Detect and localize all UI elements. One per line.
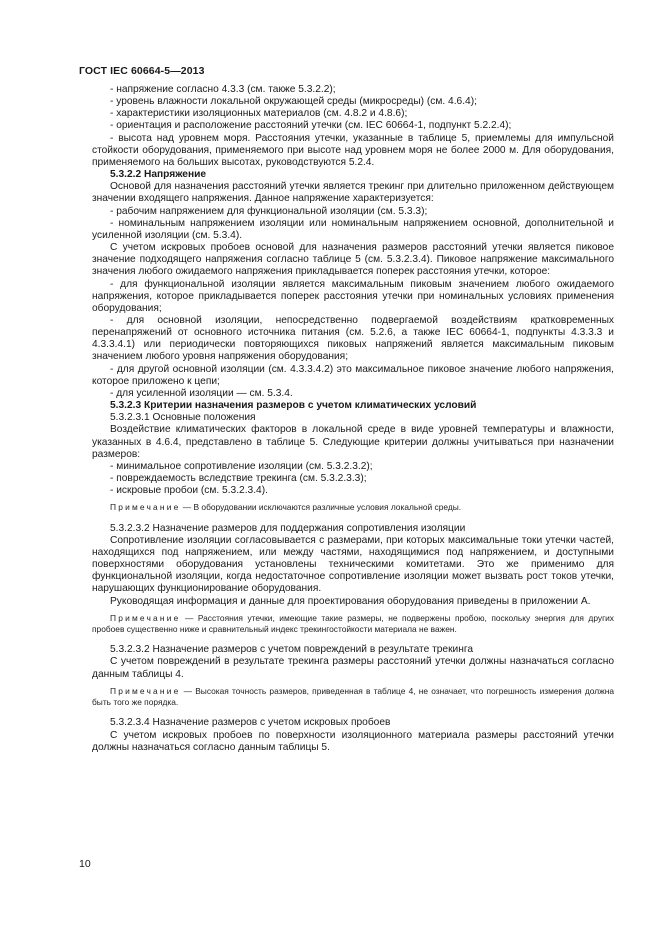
paragraph: С учетом повреждений в результате трекинга размеры расстояний утечки должны назначаться согласно данным таблицы 4. (92, 656, 614, 680)
paragraph: С учетом искровых пробоев по поверхности изоляционного материала размеры расстояний утечки должны назначаться согласно данным таблицы 5. (92, 729, 614, 753)
paragraph: Руководящая информация и данные для проектирования оборудования приведены в приложении А. (110, 595, 591, 607)
paragraph: Воздействие климатических факторов в локальной среде в виде уровней температуры и влажности, указанных в 4.6.4, представлено в таблице 5. Следующие критерии должны учитываться при назначении размеров: (92, 424, 614, 460)
list-item: - искровые пробои (см. 5.3.2.3.4). (110, 485, 268, 497)
note (92, 502, 614, 513)
list-item: - для основной изоляции, непосредственно подвергаемой воздействиям кратковременных перенапряжений от основного источника питания (см. 5.2.6, а также IEC 60664-1, подпункты 4.3.3.3 и 4.3.3.4.1) или периодически повторяющихся пиковых напряжений является максимальным пиковым значением любого уровня напряжения оборудования; (92, 314, 614, 363)
list-item: - характеристики изоляционных материалов (см. 4.8.2 и 4.8.6); (110, 108, 408, 120)
note-label: Примечание (110, 612, 181, 623)
note-text: — Высокая точность размеров, приведенная в таблице 4, не означает, что погрешность измерения должна быть того же порядка. (92, 685, 614, 708)
note (92, 686, 614, 709)
list-item: - повреждаемость вследствие трекинга (см. 5.3.2.3.3); (110, 473, 367, 484)
note-label: Примечание (110, 685, 181, 696)
subsection-heading: 5.3.2.3.1 Основные положения (110, 412, 256, 424)
note-text: — Расстояния утечки, имеющие такие размеры, не подвержены пробою, поскольку энергия для других пробоев существенно ниже и сравнительный индекс трекингостойкости материала не важен. (92, 612, 614, 634)
document-header: ГОСТ IEC 60664-5—2013 (79, 65, 205, 77)
section-heading: 5.3.2.2 Напряжение (110, 169, 207, 181)
list-item: - высота над уровнем моря. Расстояния утечки, указанные в таблице 5, приемлемы для импульсной стойкости оборудования, применяемого при высоте над уровнем моря не более 2000 м. Для оборудования, применяемого на больших высотах, руководствуются 5.2.4. (92, 132, 614, 168)
paragraph: С учетом искровых пробоев основой для назначения размеров расстояний утечки является пиковое значение подходящего напряжения согласно таблице 5 (см. 5.3.2.3.4). Пиковое напряжение максимального значения любого ожидаемого напряжения прикладывается поперек расстояния утечки, которое: (92, 242, 614, 278)
list-item: - номинальным напряжением изоляции или номинальным напряжением основной, дополнительной и усиленной изоляции (см. 5.3.4). (92, 217, 614, 241)
list-item: - минимальное сопротивление изоляции (см. 5.3.2.3.2); (110, 460, 373, 472)
document-body (92, 84, 614, 754)
section-heading: 5.3.2.3 Критерии назначения размеров с учетом климатических условий (110, 400, 477, 412)
subsection-heading: 5.3.2.3.4 Назначение размеров с учетом искровых пробоев (110, 717, 391, 729)
list-item: - рабочим напряжением для функциональной изоляции (см. 5.3.3); (110, 205, 428, 217)
list-item: - для функциональной изоляции является максимальным пиковым значением любого ожидаемого напряжения, которое прикладывается поперек расстояния утечки при номинальных условиях применения оборудования; (92, 278, 614, 314)
paragraph: Основой для назначения расстояний утечки является трекинг при длительно приложенном действующем значении входящего напряжения. Данное напряжение характеризуется: (92, 181, 614, 205)
paragraph: Сопротивление изоляции согласовывается с размерами, при которых максимальные токи утечки частей, находящихся под напряжением, или между частями, находящимися под напряжением, и доступными поверхностями оборудования установлены техническими комитетами. Это же применимо для функциональной изоляции, когда недостаточное сопротивление изоляции может вызвать рост токов утечки, нарушающих функционирование оборудования. (92, 534, 614, 595)
page-number: 10 (79, 858, 91, 870)
list-item: - напряжение согласно 4.3.3 (см. также 5.3.2.2); (110, 84, 336, 95)
list-item: - уровень влажности локальной окружающей среды (микросреды) (см. 4.6.4); (110, 96, 477, 108)
note-text: — В оборудовании исключаются различные условия локальной среды. (180, 502, 462, 513)
list-item: - для другой основной изоляции (см. 4.3.3.4.2) это максимальное пиковое значение любого напряжения, которое приложено к цепи; (92, 363, 614, 387)
note (92, 613, 614, 636)
subsection-heading: 5.3.2.3.2 Назначение размеров с учетом повреждений в результате трекинга (110, 644, 474, 656)
note-label: Примечание (110, 502, 181, 513)
subsection-heading: 5.3.2.3.2 Назначение размеров для поддержания сопротивления изоляции (110, 522, 466, 534)
list-item: - ориентация и расположение расстояний утечки (см. IEC 60664-1, подпункт 5.2.2.4); (110, 120, 512, 132)
list-item: - для усиленной изоляции — см. 5.3.4. (110, 387, 293, 399)
